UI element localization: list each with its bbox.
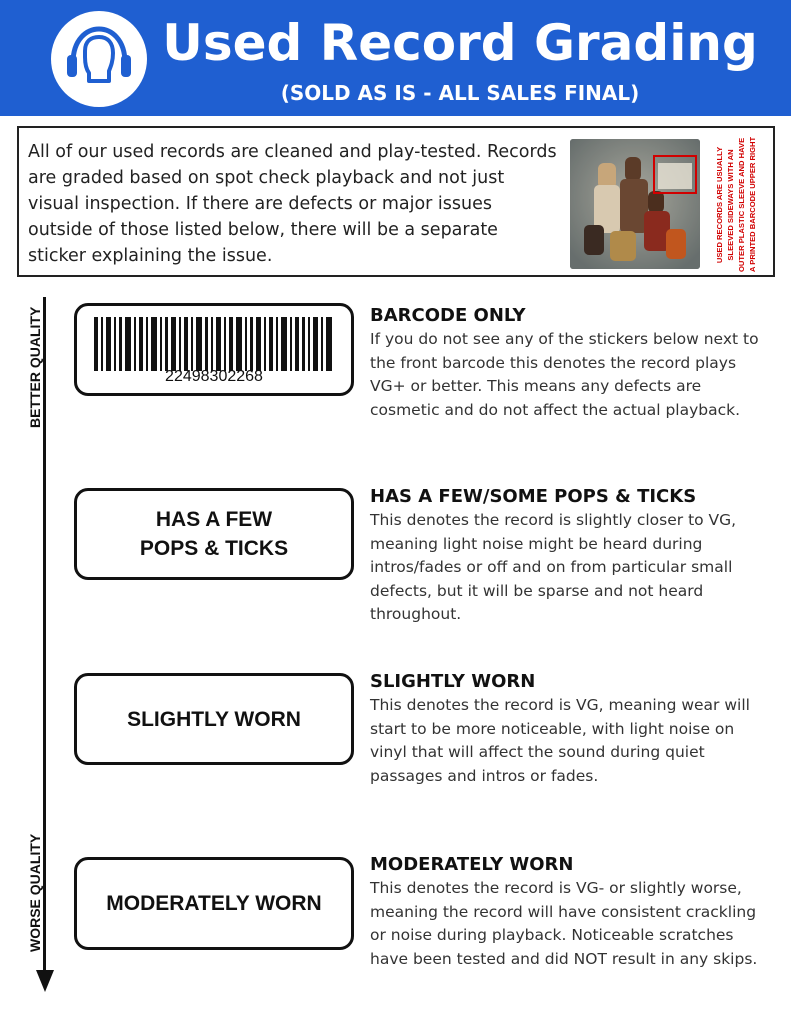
moderately-worn-sticker: MODERATELY WORN [74,857,354,950]
headphones-head-icon [51,11,147,107]
logo [51,11,147,107]
sticker-line: POPS & TICKS [139,537,289,560]
grade-barcode-only [370,304,770,422]
intro-box [17,126,775,277]
sleeve-note-line: SLEEVED SIDEWAYS WITH AN [726,149,735,261]
sleeve-note-line: A PRINTED BARCODE UPPER RIGHT [748,136,757,272]
grade-description: This denotes the record is slightly closer to VG, meaning light noise might be heard during intros/fades or off and on from particular small defects, but it will be sparse and not heard throughout. [370,511,737,623]
grade-pops-ticks [370,485,770,627]
pops-ticks-sticker [74,488,354,580]
grade-title: BARCODE ONLY [370,305,526,326]
sticker-line: HAS A FEW [155,508,273,531]
page-title: Used Record Grading [162,14,758,72]
sleeve-note-text [714,138,758,272]
quality-axis-line [43,297,46,977]
axis-label-worse: WORSE QUALITY [27,833,43,952]
grade-description: This denotes the record is VG- or slightly worse, meaning the record will have consistent crackling or noise during playback. Noticeable scratches have been tested and did NOT result in any skips. [370,879,758,968]
barcode-highlight-box [653,155,697,194]
grade-title: MODERATELY WORN [370,854,574,875]
barcode-sticker [74,303,354,396]
sleeve-note-line: USED RECORDS ARE USUALLY [715,146,724,264]
page-header [0,0,791,116]
grade-description: If you do not see any of the stickers below next to the front barcode this denotes the record plays VG+ or better. This means any defects are cosmetic and do not affect the actual playback. [370,330,759,419]
barcode-number: 22498302268 [165,367,263,385]
grade-title: SLIGHTLY WORN [370,671,536,692]
axis-label-better: BETTER QUALITY [27,306,43,428]
page-subtitle: (SOLD AS IS - ALL SALES FINAL) [280,81,640,105]
arrow-down-icon [36,970,54,992]
grade-moderately-worn [370,853,770,971]
slightly-worn-sticker: SLIGHTLY WORN [74,673,354,765]
grade-title: HAS A FEW/SOME POPS & TICKS [370,486,697,507]
grade-description: This denotes the record is VG, meaning wear will start to be more noticeable, with light noise on vinyl that will affect the sound during quiet passages and intros or fades. [370,696,750,785]
intro-text: All of our used records are cleaned and play-tested. Records are graded based on spot check playback and not just visual inspection. If there are defects or major issues outside of those listed below, there will be a separate sticker explaining the issue. [28,142,557,266]
grade-slightly-worn [370,670,770,788]
sleeve-note-line: OUTER PLASTIC SLEEVE AND HAVE [737,137,746,272]
barcode-icon [94,317,334,371]
album-cover-image [570,139,700,269]
sleeve-note [701,138,771,272]
